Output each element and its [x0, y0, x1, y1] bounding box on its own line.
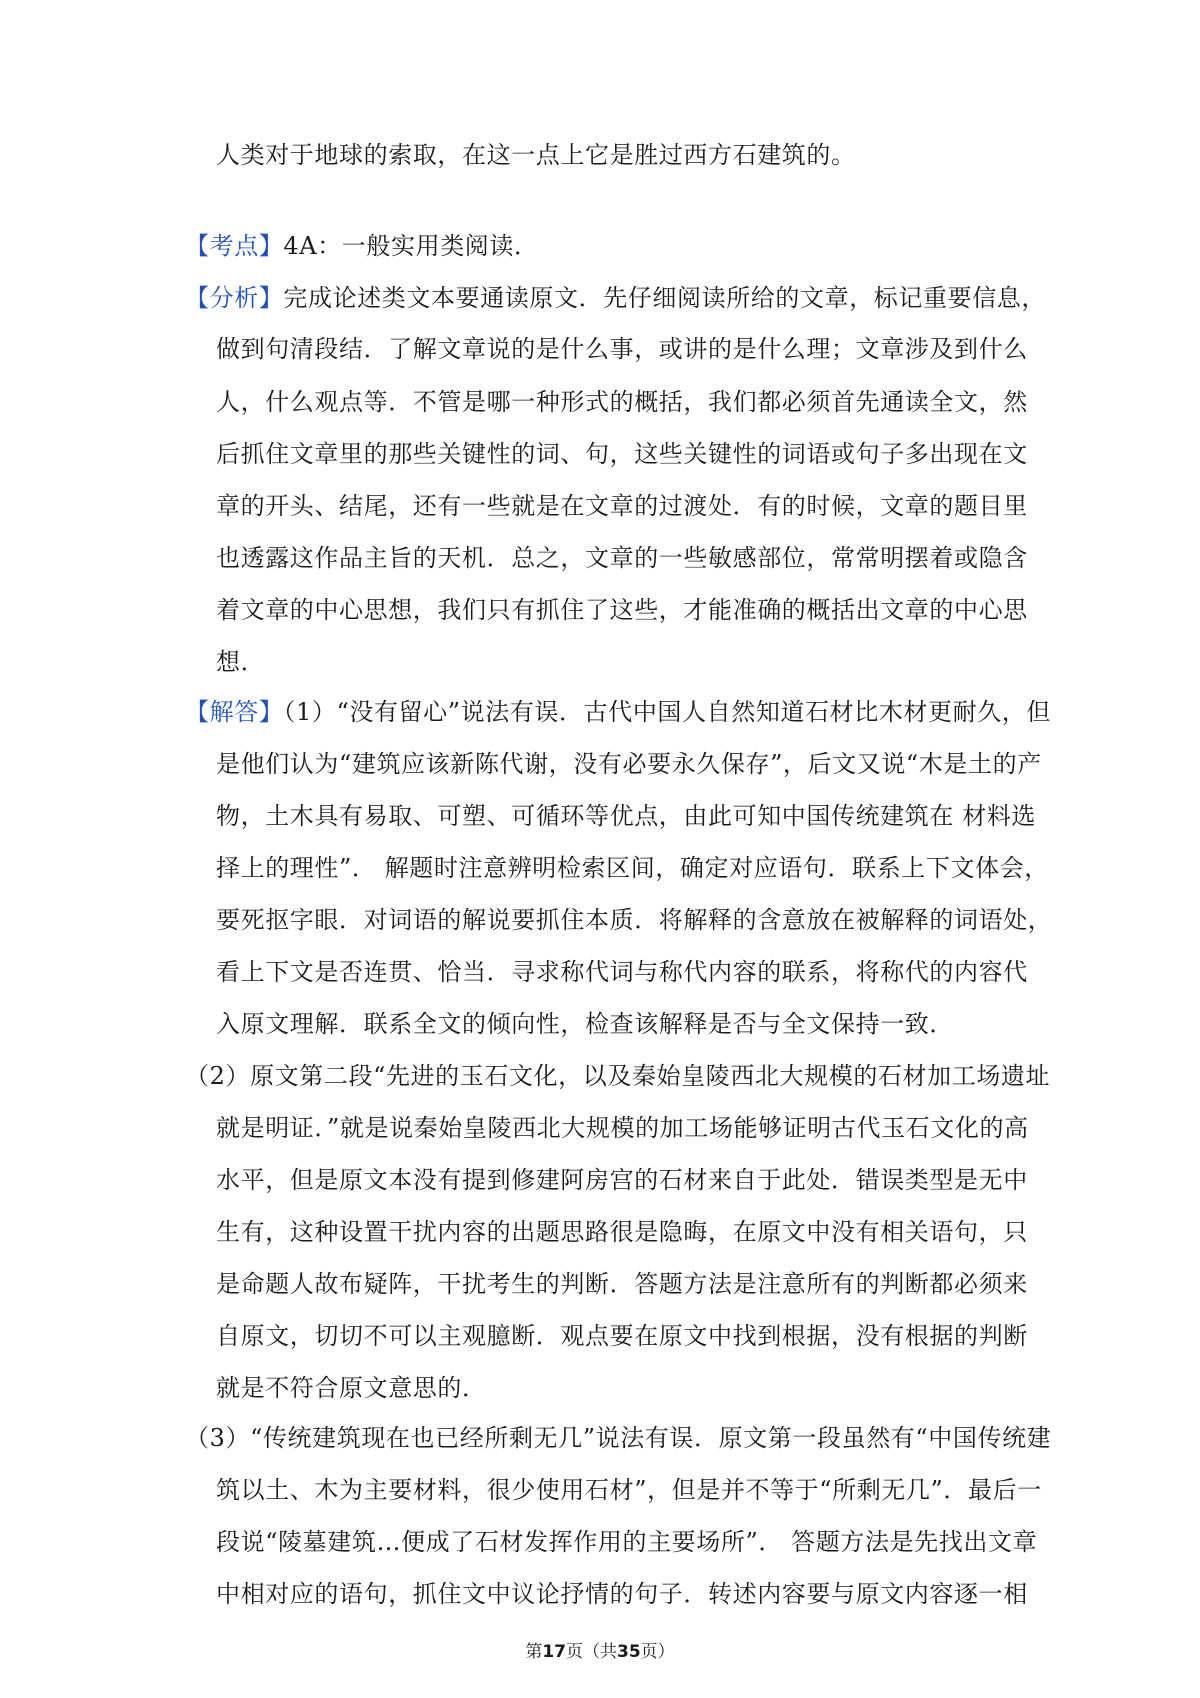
jieda-line-1	[185, 694, 1051, 730]
jieda-item2-line-5: 是命题人故布疑阵，干扰考生的判断．答题方法是注意所有的判断都必须来	[216, 1270, 1028, 1298]
fenxi-line-7: 着文章的中心思想，我们只有抓住了这些，才能准确的概括出文章的中心思	[216, 596, 1028, 624]
kaodian-text: 4A：一般实用类阅读．	[283, 232, 539, 260]
footer-middle: 页（共	[566, 1642, 617, 1662]
jieda-item2-line-7: 就是不符合原文意思的．	[216, 1374, 487, 1402]
jieda-item1-line-4: 择上的理性”． 解题时注意辨明检索区间，确定对应语句．联系上下文体会，	[216, 854, 1049, 882]
jieda-item2-line-6: 自原文，切切不可以主观臆断．观点要在原文中找到根据，没有根据的判断	[216, 1322, 1028, 1350]
footer-total-pages: 35	[617, 1642, 641, 1662]
footer-prefix: 第	[525, 1642, 543, 1662]
fenxi-line-1	[185, 280, 1046, 316]
page-footer	[0, 1640, 1200, 1664]
jieda-tag: 【解答】	[185, 698, 284, 726]
fenxi-line-6: 也透露这作品主旨的天机．总之，文章的一些敏感部位，常常明摆着或隐含	[216, 544, 1028, 572]
jieda-item3-line-4: 中相对应的语句，抓住文中议论抒情的句子．转述内容要与原文内容逐一相	[216, 1580, 1028, 1608]
fenxi-line-8: 想．	[216, 648, 266, 676]
fenxi-tag: 【分析】	[185, 284, 284, 312]
jieda-item2-line-1: （2）原文第二段“先进的玉石文化，以及秦始皇陵西北大规模的石材加工场遗址	[185, 1062, 1051, 1090]
footer-page-number: 17	[542, 1642, 566, 1662]
fenxi-line-5: 章的开头、结尾，还有一些就是在文章的过渡处．有的时候，文章的题目里	[216, 492, 1028, 520]
footer-suffix: 页）	[640, 1642, 675, 1662]
jieda-item1-line-5: 要死抠字眼．对词语的解说要抓住本质．将解释的含意放在被解释的词语处，	[216, 906, 1053, 934]
jieda-item3-line-2: 筑以土、木为主要材料，很少使用石材”，但是并不等于“所剩无几”．最后一	[216, 1476, 1042, 1504]
jieda-item1-line-6: 看上下文是否连贯、恰当．寻求称代词与称代内容的联系，将称代的内容代	[216, 958, 1028, 986]
jieda-item1-line-2: 是他们认为“建筑应该新陈代谢，没有必要永久保存”，后文又说“木是土的产	[216, 750, 1042, 778]
jieda-item3-line-3: 段说“陵墓建筑…便成了石材发挥作用的主要场所”． 答题方法是先找出文章	[216, 1528, 1038, 1556]
fenxi-line-2: 做到句清段结．了解文章说的是什么事，或讲的是什么理；文章涉及到什么	[216, 335, 1028, 363]
jieda-item2-line-2: 就是明证．”就是说秦始皇陵西北大规模的加工场能够证明古代玉石文化的高	[216, 1114, 1029, 1142]
kaodian-line	[185, 228, 539, 264]
jieda-item1-line-3: 物，土木具有易取、可塑、可循环等优点，由此可知中国传统建筑在 材料选	[216, 802, 1037, 830]
jieda-item2-line-4: 生有，这种设置干扰内容的出题思路很是隐晦，在原文中没有相关语句，只	[216, 1218, 1028, 1246]
jieda-item2-line-3: 水平，但是原文本没有提到修建阿房宫的石材来自于此处．错误类型是无中	[216, 1166, 1028, 1194]
jieda-item1-text-1: （1）“没有留心”说法有误．古代中国人自然知道石材比木材更耐久，但	[283, 698, 1052, 726]
jieda-item3-line-1: （3）“传统建筑现在也已经所剩无几”说法有误．原文第一段虽然有“中国传统建	[185, 1424, 1052, 1452]
fenxi-line-4: 后抓住文章里的那些关键性的词、句，这些关键性的词语或句子多出现在文	[216, 440, 1028, 468]
fenxi-text-1: 完成论述类文本要通读原文．先仔细阅读所给的文章，标记重要信息，	[283, 284, 1047, 312]
jieda-item1-line-7: 入原文理解．联系全文的倾向性，检查该解释是否与全文保持一致．	[216, 1010, 954, 1038]
fenxi-line-3: 人，什么观点等．不管是哪一种形式的概括，我们都必须首先通读全文，然	[216, 388, 1028, 416]
intro-line: 人类对于地球的索取，在这一点上它是胜过西方石建筑的。	[216, 141, 856, 169]
kaodian-tag: 【考点】	[185, 232, 284, 260]
